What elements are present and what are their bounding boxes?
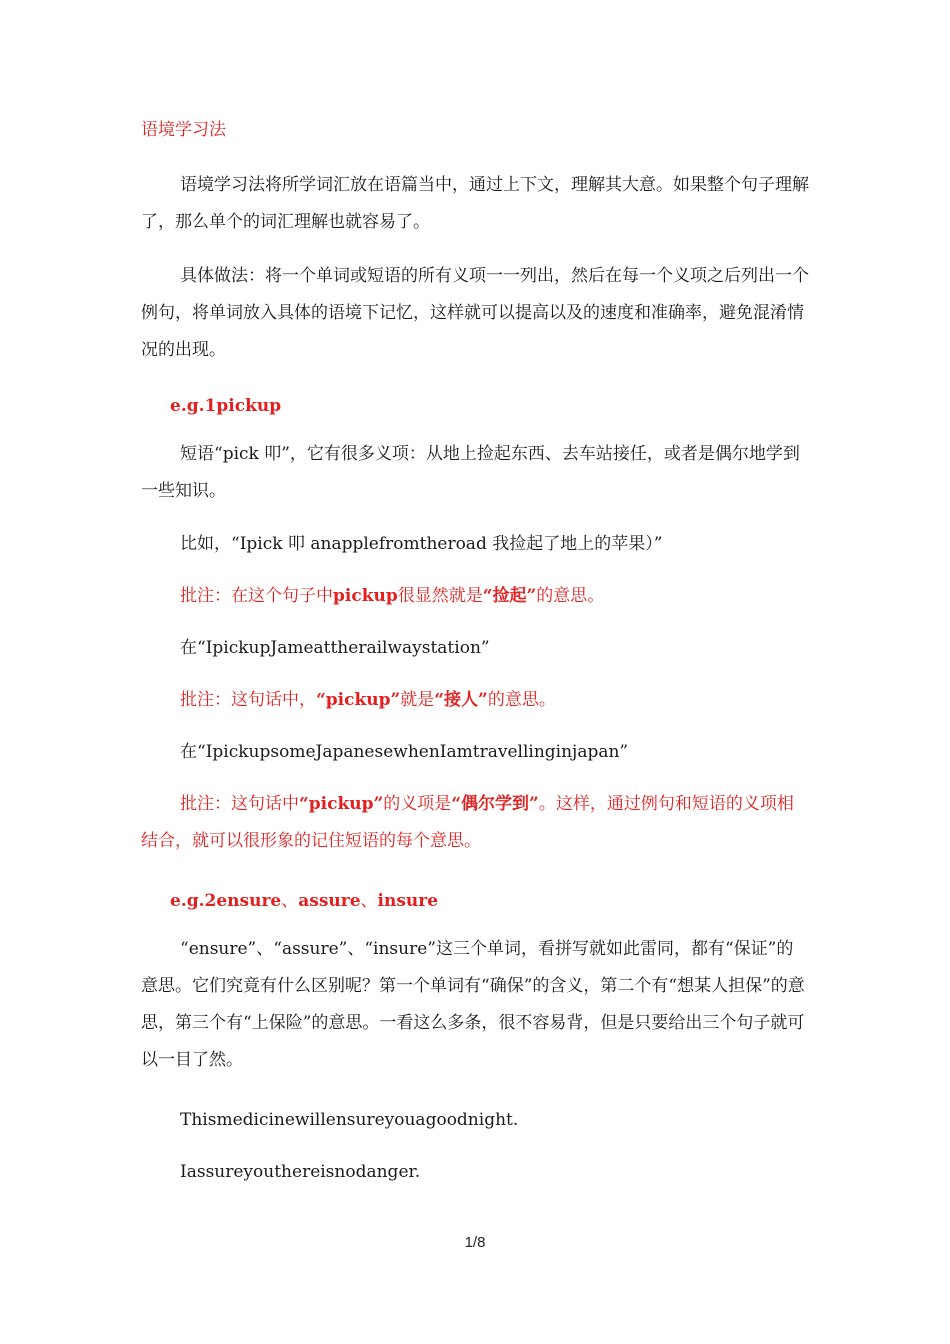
note2-term: “pickup” [316,690,401,710]
example2-heading-sep1: 、 [281,891,299,911]
example1-sentence2: 在“IpickupJameattherailwaystation” [180,638,490,658]
example2-sentence1: Thismedicinewillensureyouagoodnight. [180,1110,519,1130]
example2-heading-part2: assure [298,891,361,911]
example1-note2 [180,688,556,712]
note1-term: pickup [333,586,398,606]
example1-sentence3: 在“IpickupsomeJapanesewhenIamtravellinginjapan” [180,742,629,762]
note2-quote: “接人” [434,690,488,710]
note3-middle: 的义项是 [383,794,452,814]
note1-suffix: 的意思。 [536,586,605,606]
example1-description: 短语“pick 叩”，它有很多义项：从地上捡起东西、去车站接任，或者是偶尔地学到一些知识。 [141,444,800,501]
note3-term: “pickup” [299,794,384,814]
note2-middle: 就是 [400,690,435,710]
example2-sentence2: Iassureyouthereisnodanger. [180,1162,421,1182]
example1-sentence1: 比如，“Ipick 叩 anapplefromtheroad 我捡起了地上的苹果）” [180,534,663,554]
example2-heading-part1: e.g.2ensure [170,891,282,911]
note2-prefix: 批注：这句话中， [180,690,316,710]
example2-heading [170,889,438,913]
example1-note3 [141,786,809,860]
example1-heading: e.g.1pickup [170,396,282,416]
note3-prefix: 批注：这句话中 [180,794,299,814]
note1-prefix: 批注：在这个句子中 [180,586,333,606]
note2-suffix: 的意思。 [487,690,556,710]
example2-description: “ensure”、“assure”、“insure”这三个单词，看拼写就如此雷同，都有“保证”的意思。它们究竟有什么区别呢？第一个单词有“确保”的含义，第二个有“想某人担保”的意思，第三个有“上保险”的意思。一看这么多条，很不容易背，但是只要给出三个句子就可以一目了然。 [141,939,805,1070]
section-title: 语境学习法 [141,120,226,140]
note1-quote: “捡起” [482,586,537,606]
example1-note1 [180,584,604,608]
page-number: 1/8 [464,1234,486,1251]
example2-heading-sep2: 、 [360,891,378,911]
note3-quote: “偶尔学到” [451,794,539,814]
example2-heading-part3: insure [377,891,439,911]
method-paragraph: 具体做法：将一个单词或短语的所有义项一一列出，然后在每一个义项之后列出一个例句，将单词放入具体的语境下记忆，这样就可以提高以及的速度和准确率，避免混淆情况的出现。 [141,266,809,360]
intro-paragraph: 语境学习法将所学词汇放在语篇当中，通过上下文，理解其大意。如果整个句子理解了，那么单个的词汇理解也就容易了。 [141,175,809,232]
note1-middle: 很显然就是 [397,586,483,606]
note3-suffix: 。这样，通过例句和短语的义项相结合，就可以很形象的记住短语的每个意思。 [141,794,794,851]
